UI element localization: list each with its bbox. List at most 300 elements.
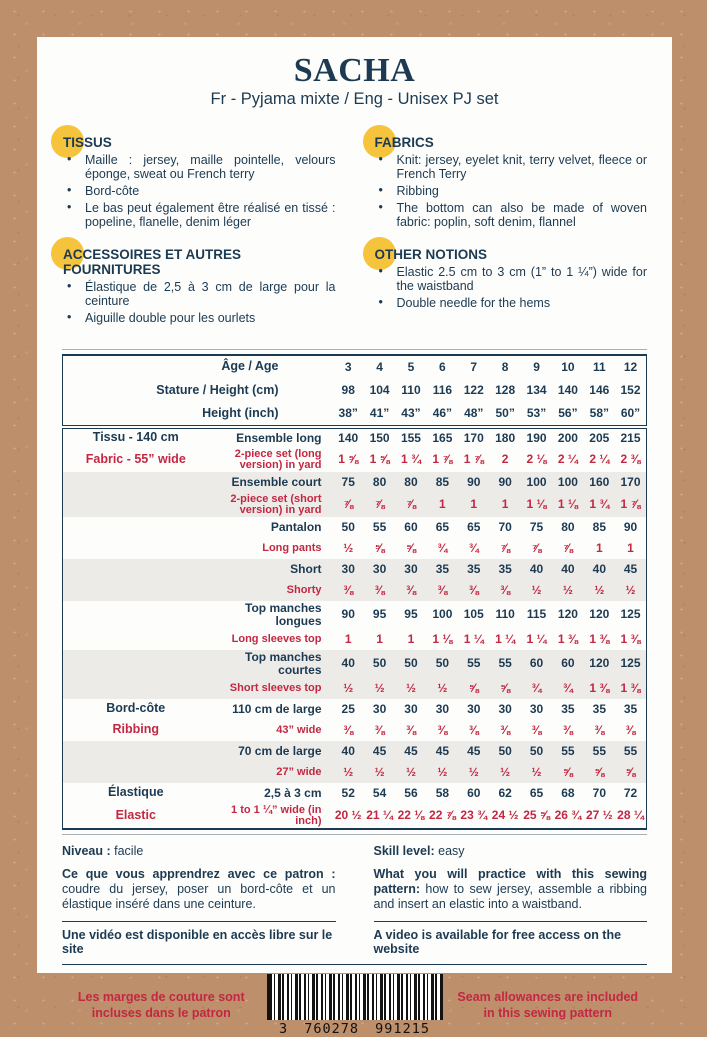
table-row-fr bbox=[63, 427, 647, 448]
size-value-yard: ⅞ bbox=[562, 540, 573, 555]
size-value-cm: 40 bbox=[529, 561, 544, 576]
size-value-yard: 1 ⅜ bbox=[620, 680, 641, 695]
size-value-yard: 1 ⅝ bbox=[369, 452, 390, 467]
table-row-fr bbox=[63, 559, 647, 580]
size-value-yard: ⅞ bbox=[374, 497, 385, 512]
size-value-cm: 55 bbox=[372, 519, 387, 534]
size-value-yard: 23 ¾ bbox=[460, 808, 488, 823]
size-value-yard: 1 bbox=[344, 631, 352, 646]
size-value-yard: 1 ⅜ bbox=[620, 631, 641, 646]
size-value-yard: ⅞ bbox=[405, 497, 416, 512]
size-value-yard: ½ bbox=[343, 540, 354, 555]
bullet-item: • Ribbing bbox=[374, 184, 648, 199]
size-value-yard: 1 bbox=[376, 631, 383, 646]
size-value-yard: ½ bbox=[625, 582, 636, 597]
section-accessoires bbox=[62, 247, 336, 326]
size-value-yard: ¾ bbox=[531, 680, 542, 695]
size-value-cm: 90 bbox=[467, 474, 481, 489]
size-value-cm: 155 bbox=[400, 430, 421, 445]
size-value-cm: 55 bbox=[561, 743, 575, 758]
size-value-yard: ½ bbox=[374, 764, 385, 779]
size-value-yard: ⅝ bbox=[468, 680, 479, 695]
page-title: SACHA bbox=[293, 52, 416, 89]
notions-list bbox=[374, 265, 648, 311]
table-row-en bbox=[63, 538, 647, 559]
barcode-row bbox=[62, 964, 647, 1037]
table-row-en bbox=[63, 580, 647, 601]
size-value-cm: 190 bbox=[526, 430, 547, 445]
size-header-value: 56” bbox=[552, 403, 583, 427]
size-header-value: 128 bbox=[495, 383, 516, 398]
size-value-cm: 35 bbox=[592, 701, 606, 716]
section-heading-notions: OTHER NOTIONS bbox=[374, 247, 648, 262]
size-value-yard: ½ bbox=[437, 680, 448, 695]
size-value-cm: 120 bbox=[589, 656, 610, 671]
row-group-label-fr bbox=[63, 559, 209, 580]
size-value-cm: 170 bbox=[463, 430, 484, 445]
size-value-cm: 50 bbox=[529, 743, 544, 758]
size-value-yard: 1 ¼ bbox=[495, 631, 516, 646]
size-value-yard: ⅜ bbox=[437, 582, 448, 597]
size-value-cm: 85 bbox=[592, 519, 606, 534]
skill-section bbox=[62, 844, 647, 912]
row-label-en: 2-piece set (long version) in yard bbox=[234, 447, 322, 471]
table-row-fr bbox=[63, 472, 647, 493]
size-value-cm: 40 bbox=[561, 561, 575, 576]
size-value-yard: 22 ⅞ bbox=[429, 808, 456, 823]
table-row-en bbox=[63, 720, 647, 741]
size-value-cm: 50 bbox=[372, 656, 387, 671]
size-header-value: 134 bbox=[526, 383, 547, 398]
size-value-yard: ¾ bbox=[562, 680, 573, 695]
size-value-cm: 65 bbox=[529, 785, 544, 800]
materials-section bbox=[62, 135, 647, 343]
bullet-item: • Maille : jersey, maille pointelle, velours éponge, sweat ou French terry bbox=[62, 153, 336, 182]
size-value-cm: 68 bbox=[561, 785, 575, 800]
size-value-cm: 100 bbox=[557, 474, 578, 489]
size-header-value: 140 bbox=[557, 383, 578, 398]
size-value-cm: 40 bbox=[341, 656, 355, 671]
row-label-en: 43” wide bbox=[276, 723, 322, 736]
size-header-value: 50” bbox=[489, 403, 520, 427]
row-label-en: Short sleeves top bbox=[229, 681, 322, 694]
size-value-cm: 50 bbox=[435, 656, 450, 671]
size-value-cm: 65 bbox=[467, 519, 481, 534]
size-value-cm: 50 bbox=[404, 656, 418, 671]
size-value-cm: 90 bbox=[341, 607, 355, 622]
row-group-label-en: Fabric - 55” wide bbox=[85, 451, 186, 466]
size-value-cm: 35 bbox=[498, 561, 512, 576]
header-label: Âge / Age bbox=[221, 359, 279, 374]
size-value-yard: 1 ⅝ bbox=[338, 452, 359, 467]
size-value-yard: ⅜ bbox=[500, 582, 511, 597]
table-row-en bbox=[63, 493, 647, 517]
skill-en bbox=[374, 844, 648, 912]
size-value-cm: 160 bbox=[589, 474, 610, 489]
size-value-cm: 125 bbox=[620, 607, 641, 622]
size-value-cm: 70 bbox=[592, 785, 606, 800]
size-header-value: 146 bbox=[589, 383, 610, 398]
row-group-label-fr bbox=[63, 741, 209, 762]
size-value-yard: 1 bbox=[439, 497, 446, 512]
size-value-yard: 1 ⅜ bbox=[557, 631, 578, 646]
row-group-label-en bbox=[63, 580, 209, 601]
row-group-label-en: Elastic bbox=[115, 807, 156, 822]
size-value-cm: 65 bbox=[435, 519, 450, 534]
size-header-value: 46” bbox=[427, 403, 458, 427]
size-value-yard: ½ bbox=[437, 764, 448, 779]
size-value-cm: 80 bbox=[372, 474, 387, 489]
row-group-label-fr bbox=[63, 517, 209, 538]
size-value-yard: 28 ¼ bbox=[617, 808, 644, 823]
row-label-en: 27” wide bbox=[276, 765, 322, 778]
size-value-cm: 70 bbox=[498, 519, 512, 534]
size-value-cm: 75 bbox=[341, 474, 355, 489]
size-value-yard: ½ bbox=[374, 680, 385, 695]
bullet-item: • Bord-côte bbox=[62, 184, 336, 199]
row-group-label-en bbox=[63, 629, 209, 650]
table-row-en bbox=[63, 629, 647, 650]
bullet-item: • Elastic 2.5 cm to 3 cm (1” to 1 ¼”) wide for the waistband bbox=[374, 265, 648, 294]
bullet-item: • Knit: jersey, eyelet knit, terry velvet, fleece or French Terry bbox=[374, 153, 648, 182]
size-value-cm: 60 bbox=[561, 656, 575, 671]
size-value-yard: ⅜ bbox=[343, 582, 354, 597]
table-header-row bbox=[63, 403, 647, 427]
size-value-yard: 1 ⅜ bbox=[589, 680, 610, 695]
size-value-yard: 24 ½ bbox=[491, 808, 519, 823]
size-table-body bbox=[63, 427, 647, 829]
page-subtitle: Fr - Pyjama mixte / Eng - Unisex PJ set bbox=[210, 89, 499, 108]
size-value-yard: 2 ¼ bbox=[557, 452, 578, 467]
seam-allowance-en: Seam allowances are included in this sewing pattern bbox=[457, 989, 639, 1020]
size-value-yard: ⅜ bbox=[374, 722, 385, 737]
bullet-item: • Aiguille double pour les ourlets bbox=[62, 311, 336, 326]
size-value-cm: 215 bbox=[620, 430, 641, 445]
size-value-yard: 20 ½ bbox=[334, 808, 362, 823]
section-tissus bbox=[62, 135, 336, 230]
size-header-value: 8 bbox=[501, 359, 509, 374]
size-value-cm: 200 bbox=[557, 430, 578, 445]
size-value-yard: ½ bbox=[405, 680, 416, 695]
row-label-fr: Ensemble court bbox=[231, 474, 322, 489]
size-header-value: 43” bbox=[395, 403, 426, 427]
size-value-yard: ⅜ bbox=[374, 582, 385, 597]
size-value-yard: ⅜ bbox=[437, 722, 448, 737]
section-heading-fabrics: FABRICS bbox=[374, 135, 648, 150]
size-value-yard: 2 ⅜ bbox=[620, 452, 641, 467]
size-value-cm: 120 bbox=[557, 607, 578, 622]
size-value-yard: 25 ⅝ bbox=[523, 808, 550, 823]
row-label-en: Long pants bbox=[262, 541, 322, 554]
video-notice-fr: Une vidéo est disponible en accès libre sur le site bbox=[62, 921, 336, 956]
size-value-yard: 27 ½ bbox=[585, 808, 613, 823]
size-value-cm: 62 bbox=[498, 785, 512, 800]
size-header-value: 98 bbox=[341, 383, 355, 398]
size-value-cm: 205 bbox=[589, 430, 610, 445]
bullet-item: • Élastique de 2,5 à 3 cm de large pour la ceinture bbox=[62, 280, 336, 309]
section-fabrics bbox=[374, 135, 648, 230]
table-header-row bbox=[63, 379, 647, 403]
size-value-yard: ⅜ bbox=[500, 722, 511, 737]
header bbox=[62, 53, 647, 109]
size-value-cm: 30 bbox=[404, 701, 418, 716]
size-value-cm: 50 bbox=[341, 519, 355, 534]
row-group-label-en bbox=[63, 493, 209, 517]
size-value-yard: 1 ⅛ bbox=[557, 497, 578, 512]
size-value-cm: 95 bbox=[404, 607, 418, 622]
row-group-label-en bbox=[63, 538, 209, 559]
size-header-value: 38” bbox=[333, 403, 364, 427]
table-row-fr bbox=[63, 517, 647, 538]
table-row-fr bbox=[63, 650, 647, 678]
bullet-item: • The bottom can also be made of woven fabric: poplin, soft denim, flannel bbox=[374, 201, 648, 230]
size-value-cm: 30 bbox=[467, 701, 481, 716]
bullet-item: • Le bas peut également être réalisé en tissé : popeline, flanelle, denim léger bbox=[62, 201, 336, 230]
row-label-en: 2-piece set (short version) in yard bbox=[230, 492, 322, 516]
size-value-yard: ⅞ bbox=[531, 540, 542, 555]
size-value-cm: 85 bbox=[435, 474, 450, 489]
header-label: Height (inch) bbox=[63, 403, 333, 427]
size-value-yard: ¾ bbox=[437, 540, 448, 555]
size-header-value: 104 bbox=[369, 383, 390, 398]
size-value-cm: 80 bbox=[561, 519, 575, 534]
table-row-fr bbox=[63, 741, 647, 762]
size-header-value: 9 bbox=[533, 359, 540, 374]
table-row-en bbox=[63, 762, 647, 783]
size-value-cm: 45 bbox=[404, 743, 418, 758]
skill-fr bbox=[62, 844, 336, 912]
size-value-yard: ½ bbox=[500, 764, 511, 779]
size-value-yard: 22 ⅛ bbox=[397, 808, 425, 823]
size-value-cm: 56 bbox=[404, 785, 418, 800]
video-notice-row bbox=[62, 921, 647, 956]
size-value-yard: 2 bbox=[501, 452, 509, 467]
size-table-wrapper bbox=[62, 349, 647, 835]
size-value-yard: ⅝ bbox=[562, 764, 573, 779]
size-header-value: 152 bbox=[620, 383, 641, 398]
size-header-value: 60” bbox=[615, 403, 646, 427]
size-value-yard: ½ bbox=[562, 582, 573, 597]
size-value-cm: 50 bbox=[498, 743, 512, 758]
row-label-en: Long sleeves top bbox=[231, 632, 322, 645]
size-value-yard: ½ bbox=[531, 582, 542, 597]
size-value-yard: 1 ⅛ bbox=[432, 631, 453, 646]
row-label-fr: Top manches courtes bbox=[245, 649, 322, 677]
size-value-yard: ½ bbox=[405, 764, 416, 779]
table-row-fr bbox=[63, 783, 647, 804]
size-header-value: 48” bbox=[458, 403, 489, 427]
size-table-head bbox=[63, 355, 647, 427]
size-value-yard: ½ bbox=[531, 764, 542, 779]
row-group-label-en bbox=[63, 762, 209, 783]
size-value-yard: 1 ⅞ bbox=[620, 497, 641, 512]
size-value-cm: 52 bbox=[341, 785, 355, 800]
size-value-yard: 2 ⅛ bbox=[526, 452, 547, 467]
size-value-cm: 35 bbox=[623, 701, 638, 716]
table-row-fr bbox=[63, 699, 647, 720]
barcode-bars-icon bbox=[267, 974, 443, 1020]
row-label-fr: Pantalon bbox=[270, 519, 322, 534]
header-label: Stature / Height (cm) bbox=[156, 382, 279, 397]
table-row-fr bbox=[63, 601, 647, 629]
size-value-yard: 1 ¼ bbox=[463, 631, 484, 646]
size-value-cm: 40 bbox=[341, 743, 355, 758]
size-value-cm: 100 bbox=[526, 474, 547, 489]
size-value-yard: ⅝ bbox=[500, 680, 511, 695]
fabrics-list bbox=[374, 153, 648, 230]
row-label-fr: Ensemble long bbox=[236, 430, 322, 445]
size-value-yard: ½ bbox=[343, 680, 354, 695]
size-value-cm: 54 bbox=[372, 785, 387, 800]
size-value-cm: 110 bbox=[495, 607, 515, 622]
size-value-cm: 90 bbox=[623, 519, 638, 534]
size-value-yard: 1 bbox=[407, 631, 415, 646]
size-header-value: 53” bbox=[521, 403, 552, 427]
size-value-cm: 40 bbox=[592, 561, 606, 576]
size-value-yard: ⅜ bbox=[468, 582, 479, 597]
size-value-cm: 55 bbox=[467, 656, 481, 671]
table-header-row bbox=[63, 355, 647, 379]
size-value-yard: 1 ¼ bbox=[526, 631, 547, 646]
size-value-yard: 1 bbox=[595, 540, 603, 555]
size-value-yard: ⅜ bbox=[405, 722, 416, 737]
size-value-yard: 1 ⅞ bbox=[432, 452, 453, 467]
size-value-cm: 105 bbox=[463, 607, 484, 622]
row-label-fr: 70 cm de large bbox=[238, 743, 322, 758]
size-value-yard: ⅜ bbox=[343, 722, 354, 737]
row-label-fr: Top manches longues bbox=[245, 600, 322, 628]
row-group-label-en: Ribbing bbox=[112, 722, 159, 737]
size-value-yard: ⅝ bbox=[625, 764, 636, 779]
size-value-cm: 55 bbox=[498, 656, 512, 671]
size-value-cm: 60 bbox=[467, 785, 481, 800]
size-value-cm: 72 bbox=[623, 785, 638, 800]
row-group-label-fr bbox=[63, 472, 209, 493]
size-header-value: 41” bbox=[364, 403, 395, 427]
size-value-yard: ⅜ bbox=[468, 722, 479, 737]
size-value-cm: 25 bbox=[341, 701, 355, 716]
table-row-en bbox=[63, 804, 647, 829]
row-group-label-fr: Bord-côte bbox=[106, 701, 166, 716]
section-heading-tissus: TISSUS bbox=[62, 135, 336, 150]
size-value-cm: 30 bbox=[498, 701, 512, 716]
size-header-value: 7 bbox=[470, 359, 478, 374]
seam-allowance-fr: Les marges de couture sont incluses dans le patron bbox=[77, 989, 245, 1020]
size-value-yard: ⅜ bbox=[594, 722, 605, 737]
size-value-cm: 30 bbox=[529, 701, 544, 716]
size-value-yard: 1 bbox=[627, 540, 634, 555]
size-value-cm: 125 bbox=[620, 656, 641, 671]
size-value-yard: ⅞ bbox=[343, 497, 354, 512]
size-value-cm: 30 bbox=[372, 701, 387, 716]
size-value-yard: 1 ¾ bbox=[400, 452, 421, 467]
size-value-yard: ⅝ bbox=[405, 540, 416, 555]
size-value-yard: 26 ¾ bbox=[554, 808, 582, 823]
size-value-cm: 75 bbox=[529, 519, 544, 534]
size-value-cm: 115 bbox=[526, 607, 547, 622]
accessoires-list bbox=[62, 280, 336, 326]
size-value-cm: 150 bbox=[369, 430, 390, 445]
size-value-yard: ⅝ bbox=[594, 764, 605, 779]
size-value-cm: 90 bbox=[498, 474, 512, 489]
bullet-item: • Double needle for the hems bbox=[374, 296, 648, 311]
size-value-yard: ⅝ bbox=[374, 540, 385, 555]
size-header-value: 11 bbox=[592, 359, 606, 374]
size-value-cm: 170 bbox=[620, 474, 641, 489]
size-value-cm: 58 bbox=[435, 785, 450, 800]
skill-level-en: Skill level: easy bbox=[373, 843, 465, 858]
size-header-value: 122 bbox=[463, 383, 484, 398]
size-value-cm: 95 bbox=[372, 607, 387, 622]
size-header-value: 4 bbox=[376, 359, 383, 374]
size-value-cm: 180 bbox=[495, 430, 516, 445]
size-value-yard: ⅜ bbox=[405, 582, 416, 597]
size-header-value: 6 bbox=[439, 359, 446, 374]
size-value-cm: 35 bbox=[561, 701, 575, 716]
size-value-cm: 120 bbox=[589, 607, 610, 622]
size-value-yard: 1 ⅞ bbox=[463, 452, 484, 467]
size-value-cm: 30 bbox=[341, 561, 355, 576]
video-notice-en: A video is available for free access on the website bbox=[374, 921, 648, 956]
size-value-cm: 60 bbox=[529, 656, 544, 671]
row-group-label-en bbox=[63, 678, 209, 699]
section-heading-accessoires: ACCESSOIRES ET AUTRES FOURNITURES bbox=[62, 247, 336, 277]
row-group-label-fr bbox=[63, 601, 209, 629]
size-value-cm: 100 bbox=[432, 607, 453, 622]
row-label-fr: Short bbox=[290, 561, 322, 576]
size-header-value: 3 bbox=[344, 359, 352, 374]
size-header-value: 5 bbox=[407, 359, 415, 374]
size-value-yard: 1 bbox=[501, 497, 509, 512]
size-table bbox=[62, 354, 647, 830]
size-value-yard: ⅜ bbox=[562, 722, 573, 737]
size-value-cm: 60 bbox=[404, 519, 418, 534]
size-value-cm: 30 bbox=[372, 561, 387, 576]
size-header-value: 110 bbox=[401, 383, 421, 398]
barcode-digits: 3 760278 991215 bbox=[279, 1020, 430, 1037]
pattern-envelope-back bbox=[37, 37, 672, 1037]
size-value-cm: 45 bbox=[467, 743, 481, 758]
size-value-yard: 1 ⅛ bbox=[526, 497, 547, 512]
size-value-cm: 35 bbox=[467, 561, 481, 576]
row-group-label-fr: Élastique bbox=[107, 785, 164, 800]
size-value-yard: ¾ bbox=[468, 540, 479, 555]
size-value-cm: 165 bbox=[432, 430, 453, 445]
table-row-en bbox=[63, 448, 647, 472]
size-header-value: 12 bbox=[623, 359, 638, 374]
size-header-value: 10 bbox=[561, 359, 575, 374]
size-value-yard: ⅞ bbox=[500, 540, 511, 555]
row-group-label-fr: Tissu - 140 cm bbox=[92, 430, 179, 445]
tissus-list bbox=[62, 153, 336, 230]
size-value-yard: 2 ¼ bbox=[589, 452, 610, 467]
skill-level-fr: Niveau : facile bbox=[62, 843, 144, 858]
size-value-cm: 45 bbox=[623, 561, 638, 576]
size-value-yard: 1 ¾ bbox=[589, 497, 610, 512]
size-value-yard: 1 ⅜ bbox=[589, 631, 610, 646]
size-header-value: 58” bbox=[584, 403, 615, 427]
size-value-cm: 35 bbox=[435, 561, 450, 576]
size-value-yard: 1 bbox=[470, 497, 478, 512]
row-label-fr: 110 cm de large bbox=[232, 701, 322, 716]
size-header-value: 116 bbox=[432, 383, 453, 398]
learn-fr: Ce que vous apprendrez avec ce patron : coudre du jersey, poser un bord-côte et un élastique inséré dans une ceinture. bbox=[62, 866, 336, 911]
table-row-en bbox=[63, 678, 647, 699]
size-value-yard: ⅜ bbox=[625, 722, 636, 737]
size-value-cm: 55 bbox=[592, 743, 606, 758]
row-label-fr: 2,5 à 3 cm bbox=[264, 785, 322, 800]
learn-en: What you will practice with this sewing pattern: how to sew jersey, assemble a ribbing and insert an elastic into a waistband. bbox=[373, 866, 647, 911]
